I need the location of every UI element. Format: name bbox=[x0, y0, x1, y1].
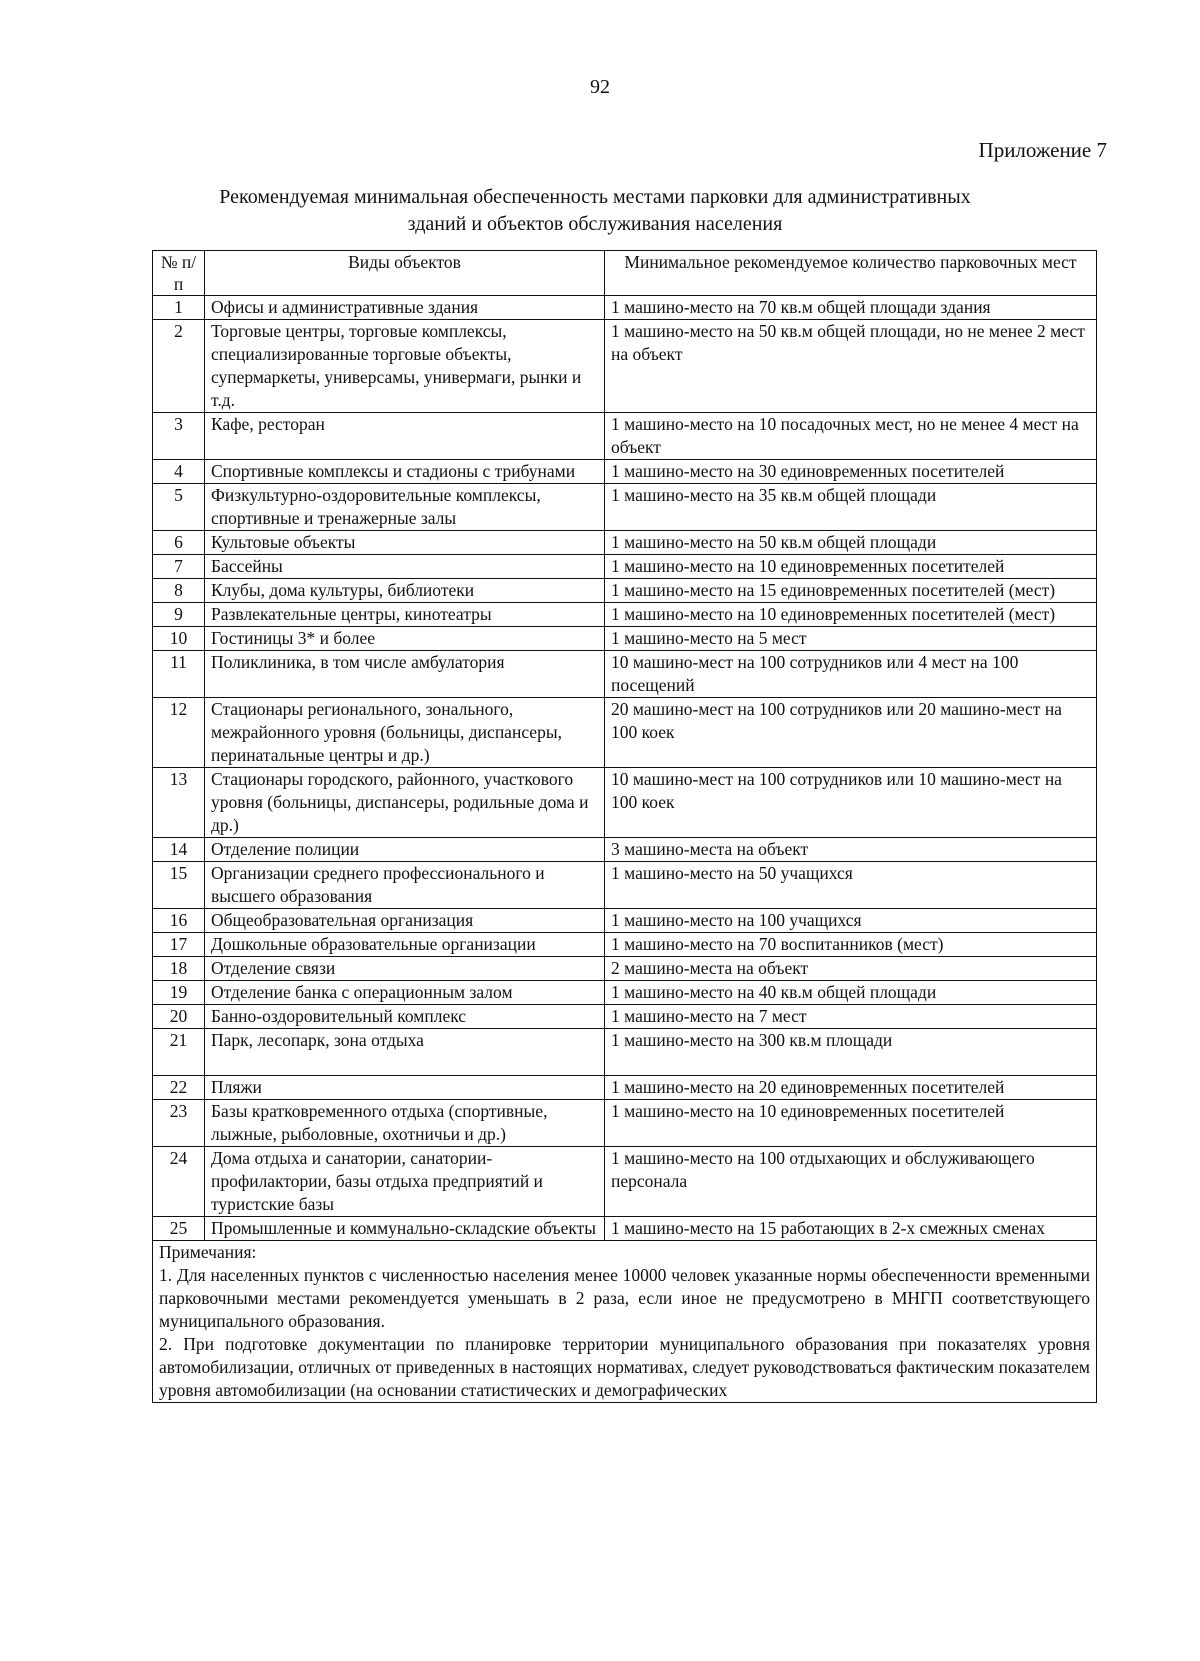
parking-norm-cell: 1 машино-место на 70 воспитанников (мест) bbox=[605, 933, 1097, 957]
table-row bbox=[153, 838, 1097, 862]
row-number: 22 bbox=[153, 1076, 205, 1100]
object-type-cell: Парк, лесопарк, зона отдыха bbox=[205, 1029, 605, 1076]
table-row bbox=[153, 1100, 1097, 1147]
parking-norm-cell: 1 машино-место на 20 единовременных посетителей bbox=[605, 1076, 1097, 1100]
notes-heading: Примечания: bbox=[159, 1242, 257, 1262]
parking-norm-cell: 1 машино-место на 15 работающих в 2-х смежных сменах bbox=[605, 1217, 1097, 1241]
parking-norm-cell: 1 машино-место на 100 отдыхающих и обслуживающего персонала bbox=[605, 1147, 1097, 1217]
parking-norm-cell: 1 машино-место на 300 кв.м площади bbox=[605, 1029, 1097, 1076]
parking-norm-cell: 1 машино-место на 10 единовременных посетителей bbox=[605, 555, 1097, 579]
object-type-cell: Отделение полиции bbox=[205, 838, 605, 862]
table-row bbox=[153, 579, 1097, 603]
row-number: 7 bbox=[153, 555, 205, 579]
table-row bbox=[153, 296, 1097, 320]
table-row bbox=[153, 651, 1097, 698]
object-type-cell: Банно-оздоровительный комплекс bbox=[205, 1005, 605, 1029]
column-header-number: № п/п bbox=[153, 251, 205, 296]
object-type-cell: Стационары городского, районного, участкового уровня (больницы, диспансеры, родильные дома и др.) bbox=[205, 768, 605, 838]
column-header-object-type: Виды объектов bbox=[205, 251, 605, 296]
parking-norm-cell: 20 машино-мест на 100 сотрудников или 20 машино-мест на 100 коек bbox=[605, 698, 1097, 768]
row-number: 21 bbox=[153, 1029, 205, 1076]
parking-norm-cell: 1 машино-место на 10 единовременных посетителей (мест) bbox=[605, 603, 1097, 627]
row-number: 9 bbox=[153, 603, 205, 627]
row-number: 24 bbox=[153, 1147, 205, 1217]
row-number: 6 bbox=[153, 531, 205, 555]
table-row bbox=[153, 1029, 1097, 1076]
table-row bbox=[153, 698, 1097, 768]
parking-norm-cell: 3 машино-места на объект bbox=[605, 838, 1097, 862]
parking-norm-cell: 1 машино-место на 100 учащихся bbox=[605, 909, 1097, 933]
parking-norm-cell: 1 машино-место на 15 единовременных посетителей (мест) bbox=[605, 579, 1097, 603]
parking-norm-cell: 1 машино-место на 10 посадочных мест, но не менее 4 мест на объект bbox=[605, 413, 1097, 460]
object-type-cell: Базы кратковременного отдыха (спортивные, лыжные, рыболовные, охотничьи и др.) bbox=[205, 1100, 605, 1147]
parking-norm-cell: 1 машино-место на 70 кв.м общей площади здания bbox=[605, 296, 1097, 320]
object-type-cell: Культовые объекты bbox=[205, 531, 605, 555]
parking-norm-cell: 1 машино-место на 5 мест bbox=[605, 627, 1097, 651]
row-number: 19 bbox=[153, 981, 205, 1005]
object-type-cell: Офисы и административные здания bbox=[205, 296, 605, 320]
object-type-cell: Дома отдыха и санатории, санатории-профилактории, базы отдыха предприятий и туристские базы bbox=[205, 1147, 605, 1217]
object-type-cell: Поликлиника, в том числе амбулатория bbox=[205, 651, 605, 698]
page-number: 92 bbox=[590, 76, 610, 98]
object-type-cell: Дошкольные образовательные организации bbox=[205, 933, 605, 957]
row-number: 23 bbox=[153, 1100, 205, 1147]
table-row bbox=[153, 957, 1097, 981]
parking-norm-cell: 1 машино-место на 50 учащихся bbox=[605, 862, 1097, 909]
object-type-cell: Развлекательные центры, кинотеатры bbox=[205, 603, 605, 627]
title-line: Рекомендуемая минимальная обеспеченность местами парковки для административных bbox=[219, 186, 971, 208]
parking-norms-table bbox=[152, 250, 1097, 1403]
object-type-cell: Кафе, ресторан bbox=[205, 413, 605, 460]
table-row bbox=[153, 1217, 1097, 1241]
table-row bbox=[153, 603, 1097, 627]
row-number: 16 bbox=[153, 909, 205, 933]
object-type-cell: Бассейны bbox=[205, 555, 605, 579]
column-header-parking-norm: Минимальное рекомендуемое количество парковочных мест bbox=[605, 251, 1097, 296]
row-number: 4 bbox=[153, 460, 205, 484]
row-number: 25 bbox=[153, 1217, 205, 1241]
object-type-cell: Торговые центры, торговые комплексы, специализированные торговые объекты, супермаркеты, универсамы, универмаги, рынки и т.д. bbox=[205, 320, 605, 413]
object-type-cell: Отделение связи bbox=[205, 957, 605, 981]
row-number: 1 bbox=[153, 296, 205, 320]
table-row bbox=[153, 933, 1097, 957]
table-row bbox=[153, 320, 1097, 413]
table-row bbox=[153, 862, 1097, 909]
title-line: зданий и объектов обслуживания населения bbox=[407, 213, 783, 235]
parking-norm-cell: 10 машино-мест на 100 сотрудников или 4 мест на 100 посещений bbox=[605, 651, 1097, 698]
row-number: 5 bbox=[153, 484, 205, 531]
object-type-cell: Пляжи bbox=[205, 1076, 605, 1100]
row-number: 13 bbox=[153, 768, 205, 838]
table-row bbox=[153, 413, 1097, 460]
object-type-cell: Стационары регионального, зонального, межрайонного уровня (больницы, диспансеры, перинатальные центры и др.) bbox=[205, 698, 605, 768]
parking-norm-cell: 1 машино-место на 30 единовременных посетителей bbox=[605, 460, 1097, 484]
object-type-cell: Отделение банка с операционным залом bbox=[205, 981, 605, 1005]
row-number: 14 bbox=[153, 838, 205, 862]
row-number: 11 bbox=[153, 651, 205, 698]
row-number: 20 bbox=[153, 1005, 205, 1029]
row-number: 2 bbox=[153, 320, 205, 413]
row-number: 17 bbox=[153, 933, 205, 957]
table-row bbox=[153, 555, 1097, 579]
table-header-row bbox=[153, 251, 1097, 296]
object-type-cell: Организации среднего профессионального и высшего образования bbox=[205, 862, 605, 909]
parking-norm-cell: 1 машино-место на 40 кв.м общей площади bbox=[605, 981, 1097, 1005]
notes-cell bbox=[153, 1241, 1097, 1403]
object-type-cell: Гостиницы 3* и более bbox=[205, 627, 605, 651]
parking-norm-cell: 1 машино-место на 35 кв.м общей площади bbox=[605, 484, 1097, 531]
table-body bbox=[153, 296, 1097, 1241]
note-item: 1. Для населенных пунктов с численностью населения менее 10000 человек указанные нормы обеспеченности временными парковочными местами рекомендуется уменьшать в 2 раза, если иное не предусмотрено в МНГП соответствующего муниципального образования. bbox=[159, 1265, 1090, 1331]
table-row bbox=[153, 460, 1097, 484]
notes-row bbox=[153, 1241, 1097, 1403]
table-row bbox=[153, 531, 1097, 555]
row-number: 8 bbox=[153, 579, 205, 603]
row-number: 10 bbox=[153, 627, 205, 651]
parking-norm-cell: 10 машино-мест на 100 сотрудников или 10 машино-мест на 100 коек bbox=[605, 768, 1097, 838]
table-row bbox=[153, 484, 1097, 531]
table-row bbox=[153, 981, 1097, 1005]
table-row bbox=[153, 909, 1097, 933]
parking-norm-cell: 1 машино-место на 50 кв.м общей площади, но не менее 2 мест на объект bbox=[605, 320, 1097, 413]
parking-norm-cell: 2 машино-места на объект bbox=[605, 957, 1097, 981]
row-number: 18 bbox=[153, 957, 205, 981]
parking-norm-cell: 1 машино-место на 10 единовременных посетителей bbox=[605, 1100, 1097, 1147]
table-row bbox=[153, 1147, 1097, 1217]
table-row bbox=[153, 1005, 1097, 1029]
object-type-cell: Клубы, дома культуры, библиотеки bbox=[205, 579, 605, 603]
parking-norm-cell: 1 машино-место на 50 кв.м общей площади bbox=[605, 531, 1097, 555]
note-item: 2. При подготовке документации по планировке территории муниципального образования при показателях уровня автомобилизации, отличных от приведенных в настоящих нормативах, следует руководствоваться фактическим показателем уровня автомобилизации (на основании статистических и демографических bbox=[159, 1334, 1090, 1400]
document-title bbox=[150, 184, 1040, 238]
table-row bbox=[153, 768, 1097, 838]
parking-norm-cell: 1 машино-место на 7 мест bbox=[605, 1005, 1097, 1029]
row-number: 15 bbox=[153, 862, 205, 909]
table-row bbox=[153, 627, 1097, 651]
row-number: 12 bbox=[153, 698, 205, 768]
object-type-cell: Промышленные и коммунально-складские объекты bbox=[205, 1217, 605, 1241]
object-type-cell: Физкультурно-оздоровительные комплексы, спортивные и тренажерные залы bbox=[205, 484, 605, 531]
object-type-cell: Общеобразовательная организация bbox=[205, 909, 605, 933]
row-number: 3 bbox=[153, 413, 205, 460]
appendix-label: Приложение 7 bbox=[978, 138, 1107, 162]
object-type-cell: Спортивные комплексы и стадионы с трибунами bbox=[205, 460, 605, 484]
table-row bbox=[153, 1076, 1097, 1100]
